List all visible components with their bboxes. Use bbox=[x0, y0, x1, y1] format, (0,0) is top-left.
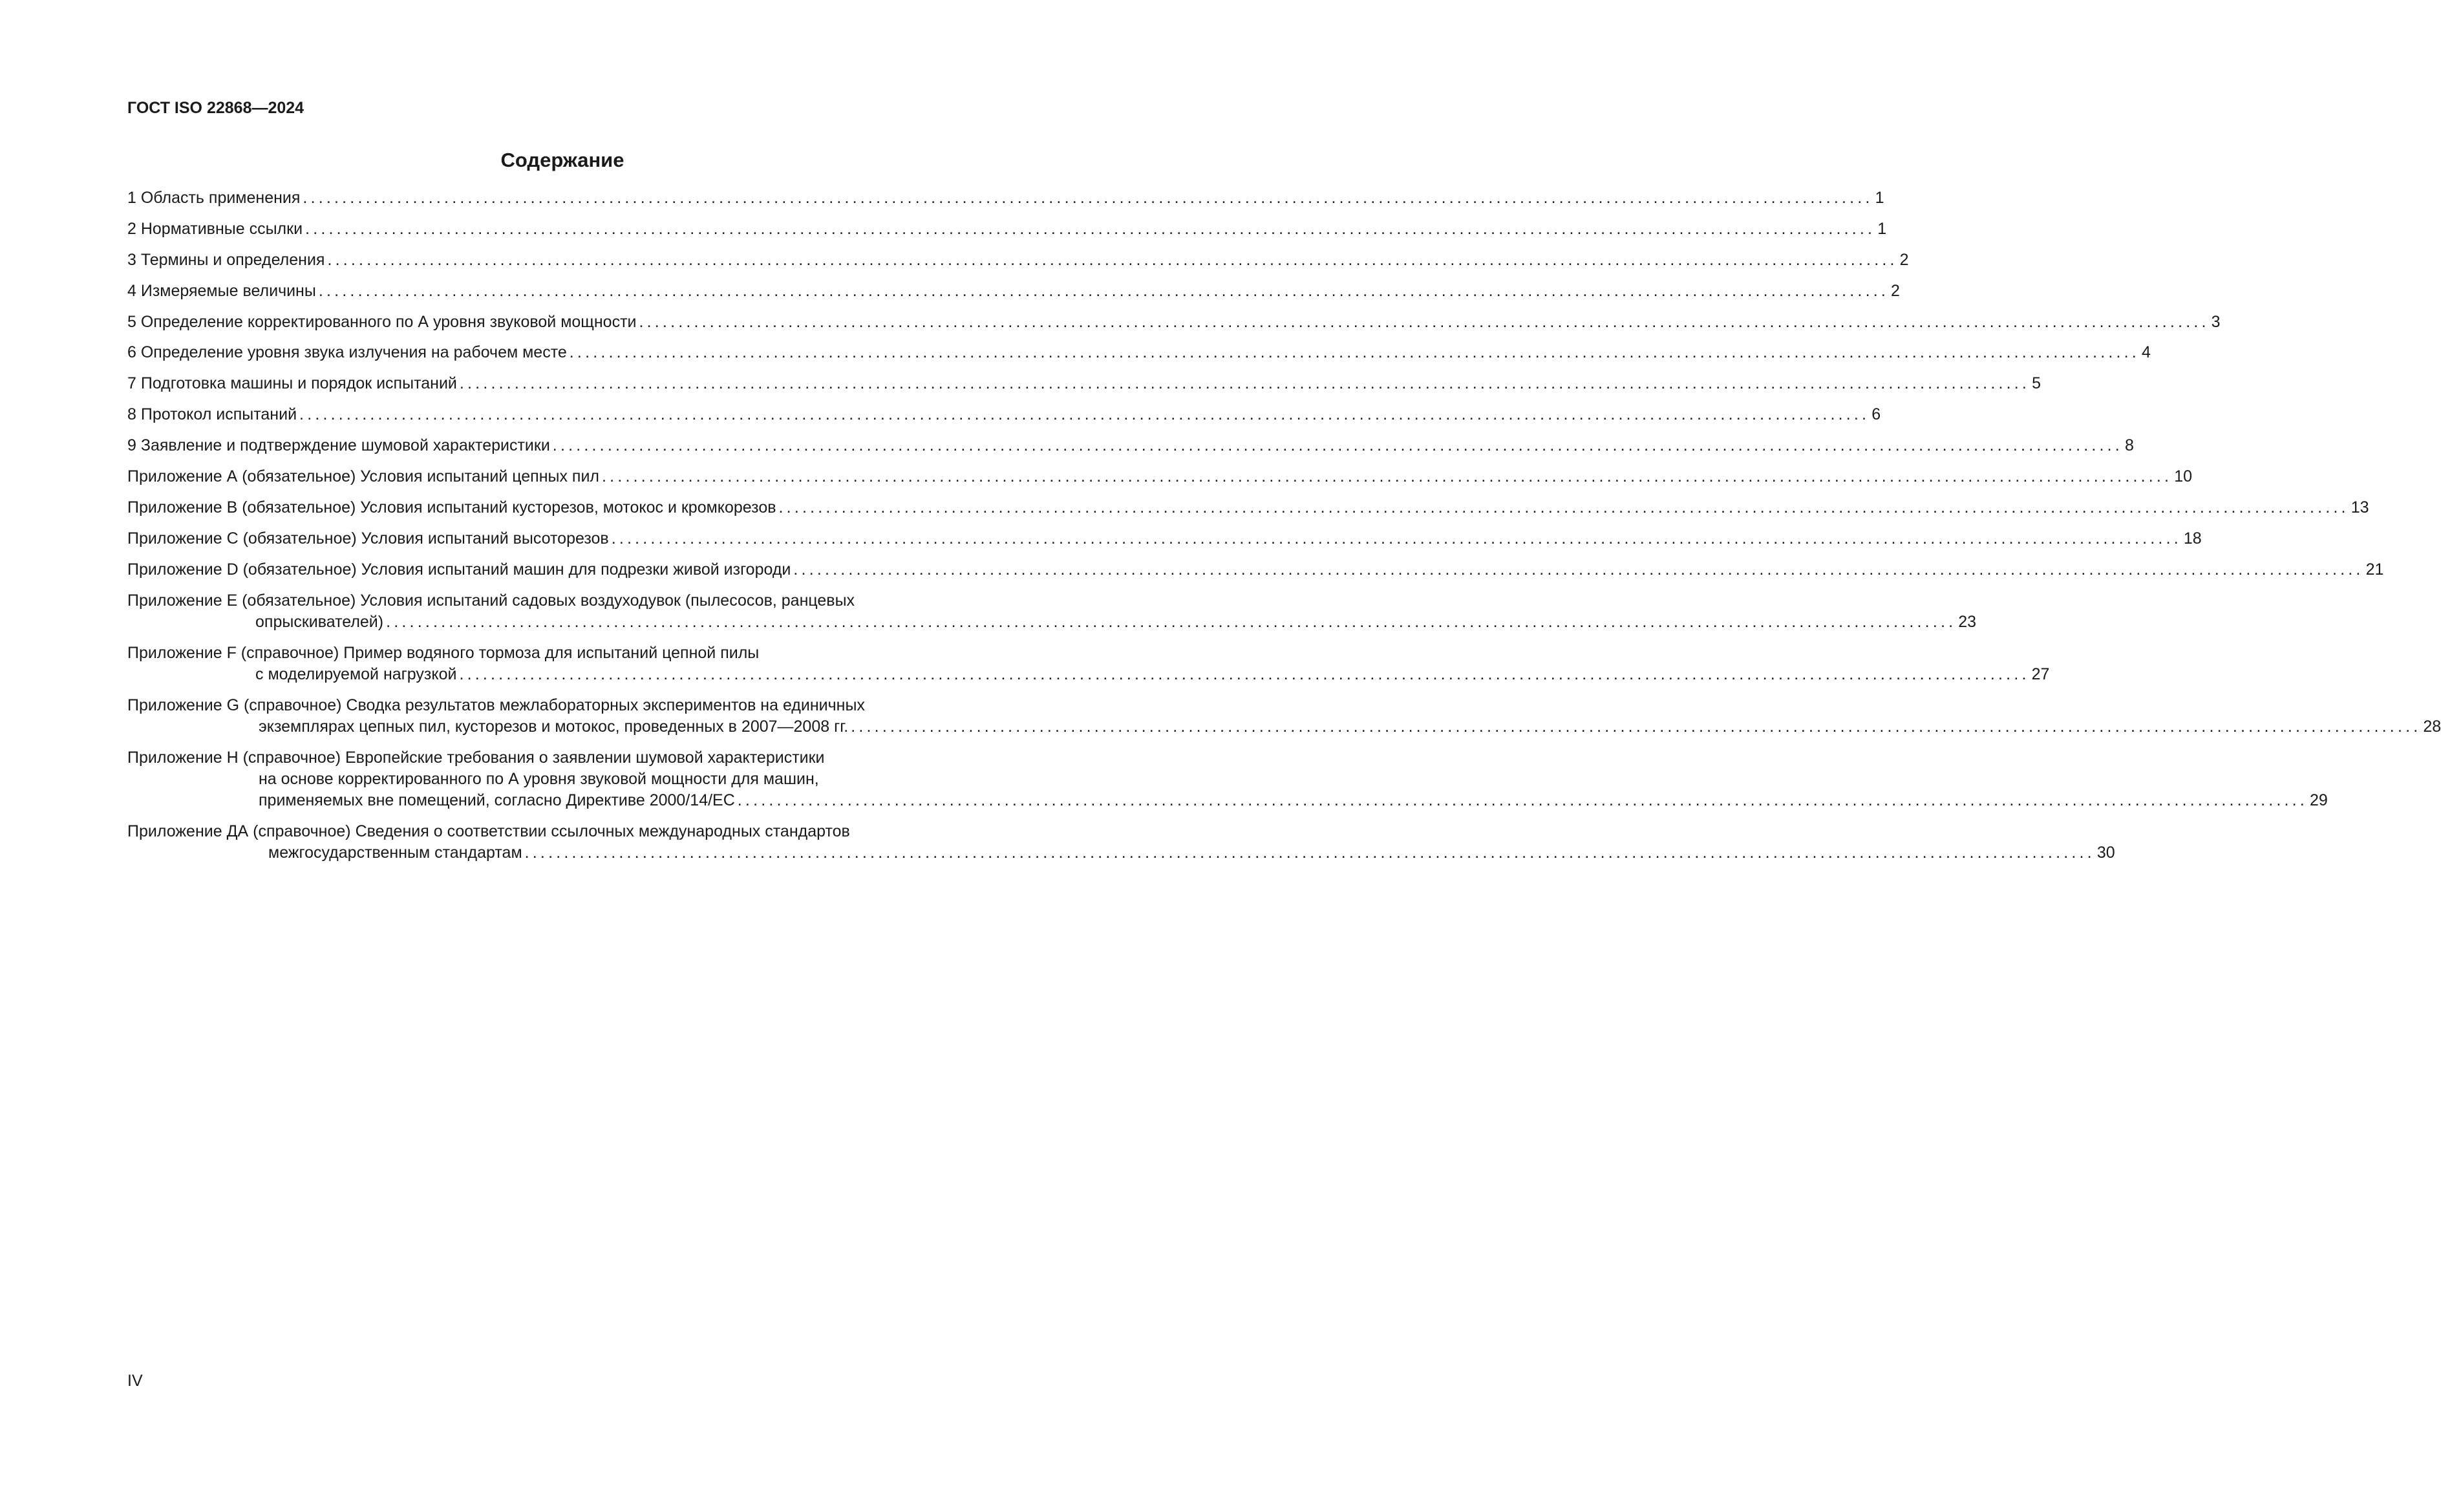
toc-entry-title: Приложение G (справочное) Сводка результатов межлабораторных экспериментов на единичных bbox=[127, 696, 865, 714]
leader-dots: ........................................................................................................................................................................................................ bbox=[778, 498, 2349, 516]
leader-dots: ........................................................................................................................................................................................................ bbox=[737, 791, 2308, 809]
toc-entry-6[interactable] bbox=[127, 342, 2151, 363]
page-number: IV bbox=[127, 1372, 143, 1390]
toc-entry-annex-f[interactable] bbox=[127, 643, 2050, 685]
toc-entry-title: Приложение Е (обязательное) Условия испытаний садовых воздуходувок (пылесосов, ранцевых bbox=[127, 591, 855, 610]
toc-title: Содержание bbox=[500, 149, 624, 171]
toc-entry-title: Приложение А (обязательное) Условия испытаний цепных пил bbox=[127, 467, 600, 486]
leader-dots: ........................................................................................................................................................................................................ bbox=[459, 374, 2031, 393]
toc-entry-title: 3 Термины и определения bbox=[127, 250, 325, 269]
toc-page-number: 13 bbox=[2350, 498, 2369, 516]
toc-entry-annex-da[interactable] bbox=[127, 821, 2115, 864]
toc-entry-title: Приложение Н (справочное) Европейские требования о заявлении шумовой характеристики bbox=[127, 748, 825, 767]
document-id: ГОСТ ISO 22868—2024 bbox=[127, 99, 304, 117]
toc-entry-annex-a[interactable] bbox=[127, 466, 2193, 487]
leader-dots: ........................................................................................................................................................................................................ bbox=[569, 343, 2140, 362]
toc-entry-title-continued: применяемых вне помещений, согласно Директиве 2000/14/ЕС bbox=[259, 791, 735, 809]
leader-dots: ........................................................................................................................................................................................................ bbox=[611, 529, 2182, 548]
leader-dots: ........................................................................................................................................................................................................ bbox=[602, 467, 2173, 486]
toc-entry-1[interactable] bbox=[127, 187, 1884, 209]
toc-entry-title-continued: экземплярах цепных пил, кусторезов и мотокос, проведенных в 2007—2008 гг. bbox=[259, 717, 849, 736]
toc-entry-8[interactable] bbox=[127, 404, 1881, 425]
table-of-contents bbox=[127, 187, 2441, 873]
leader-dots: ........................................................................................................................................................................................................ bbox=[303, 189, 1873, 207]
leader-dots: ........................................................................................................................................................................................................ bbox=[386, 612, 1957, 631]
toc-entry-title: Приложение F (справочное) Пример водяного тормоза для испытаний цепной пилы bbox=[127, 643, 760, 662]
toc-page-number: 21 bbox=[2365, 560, 2384, 579]
toc-entry-title: 7 Подготовка машины и порядок испытаний bbox=[127, 374, 457, 393]
toc-page-number: 2 bbox=[1899, 250, 1909, 269]
toc-entry-9[interactable] bbox=[127, 435, 2134, 456]
toc-entry-title-continued: опрыскивателей) bbox=[255, 612, 384, 631]
toc-entry-annex-g[interactable] bbox=[127, 695, 2441, 738]
toc-entry-title: Приложение В (обязательное) Условия испытаний кусторезов, мотокос и кромкорезов bbox=[127, 498, 776, 516]
toc-entry-title: 4 Измеряемые величины bbox=[127, 281, 316, 300]
toc-page-number: 18 bbox=[2183, 529, 2202, 548]
toc-entry-title: Приложение С (обязательное) Условия испытаний высоторезов bbox=[127, 529, 609, 548]
toc-entry-title: 9 Заявление и подтверждение шумовой характеристики bbox=[127, 436, 550, 455]
toc-page-number: 8 bbox=[2124, 436, 2134, 455]
toc-entry-title: 5 Определение корректированного по А уровня звуковой мощности bbox=[127, 312, 637, 331]
toc-page-number: 23 bbox=[1958, 612, 1977, 631]
toc-entry-title-continued: с моделируемой нагрузкой bbox=[255, 665, 457, 683]
leader-dots: ........................................................................................................................................................................................................ bbox=[793, 560, 2364, 579]
toc-page-number: 29 bbox=[2309, 791, 2328, 809]
leader-dots: ........................................................................................................................................................................................................ bbox=[327, 250, 1898, 269]
toc-entry-annex-d[interactable] bbox=[127, 559, 2384, 580]
toc-entry-4[interactable] bbox=[127, 281, 1900, 302]
toc-page-number: 28 bbox=[2423, 717, 2441, 736]
toc-entry-title: Приложение ДА (справочное) Сведения о соответствии ссылочных международных стандартов bbox=[127, 822, 850, 840]
toc-entry-annex-b[interactable] bbox=[127, 497, 2369, 518]
toc-entry-title: 6 Определение уровня звука излучения на рабочем месте bbox=[127, 343, 567, 362]
leader-dots: ........................................................................................................................................................................................................ bbox=[851, 717, 2422, 736]
leader-dots: ........................................................................................................................................................................................................ bbox=[524, 843, 2095, 862]
toc-page-number: 27 bbox=[2031, 665, 2050, 683]
leader-dots: ........................................................................................................................................................................................................ bbox=[305, 219, 1876, 238]
toc-page-number: 1 bbox=[1877, 219, 1887, 238]
toc-entry-title: Приложение D (обязательное) Условия испытаний машин для подрезки живой изгороди bbox=[127, 560, 791, 579]
toc-entry-title-continued: межгосударственным стандартам bbox=[268, 843, 522, 862]
leader-dots: ........................................................................................................................................................................................................ bbox=[299, 405, 1870, 424]
toc-page-number: 2 bbox=[1891, 281, 1900, 300]
leader-dots: ........................................................................................................................................................................................................ bbox=[552, 436, 2123, 455]
toc-entry-7[interactable] bbox=[127, 373, 2041, 394]
toc-page-number: 1 bbox=[1875, 189, 1884, 207]
toc-page-number: 6 bbox=[1871, 405, 1881, 424]
toc-entry-annex-e[interactable] bbox=[127, 590, 1977, 633]
toc-entry-title: 2 Нормативные ссылки bbox=[127, 219, 303, 238]
toc-page-number: 30 bbox=[2096, 843, 2115, 862]
leader-dots: ........................................................................................................................................................................................................ bbox=[459, 665, 2030, 683]
toc-entry-title-continued: на основе корректированного по А уровня звуковой мощности для машин, bbox=[259, 769, 819, 788]
toc-page-number: 4 bbox=[2141, 343, 2151, 362]
toc-page-number: 5 bbox=[2032, 374, 2041, 393]
toc-page-number: 10 bbox=[2174, 467, 2193, 486]
toc-entry-title: 1 Область применения bbox=[127, 189, 301, 207]
toc-entry-annex-h[interactable] bbox=[127, 747, 2328, 811]
leader-dots: ........................................................................................................................................................................................................ bbox=[318, 281, 1890, 300]
toc-page-number: 3 bbox=[2211, 312, 2221, 331]
toc-entry-3[interactable] bbox=[127, 250, 1909, 271]
toc-entry-2[interactable] bbox=[127, 218, 1887, 240]
toc-entry-title: 8 Протокол испытаний bbox=[127, 405, 297, 424]
leader-dots: ........................................................................................................................................................................................................ bbox=[639, 312, 2210, 331]
toc-entry-annex-c[interactable] bbox=[127, 528, 2202, 549]
toc-entry-5[interactable] bbox=[127, 312, 2221, 333]
